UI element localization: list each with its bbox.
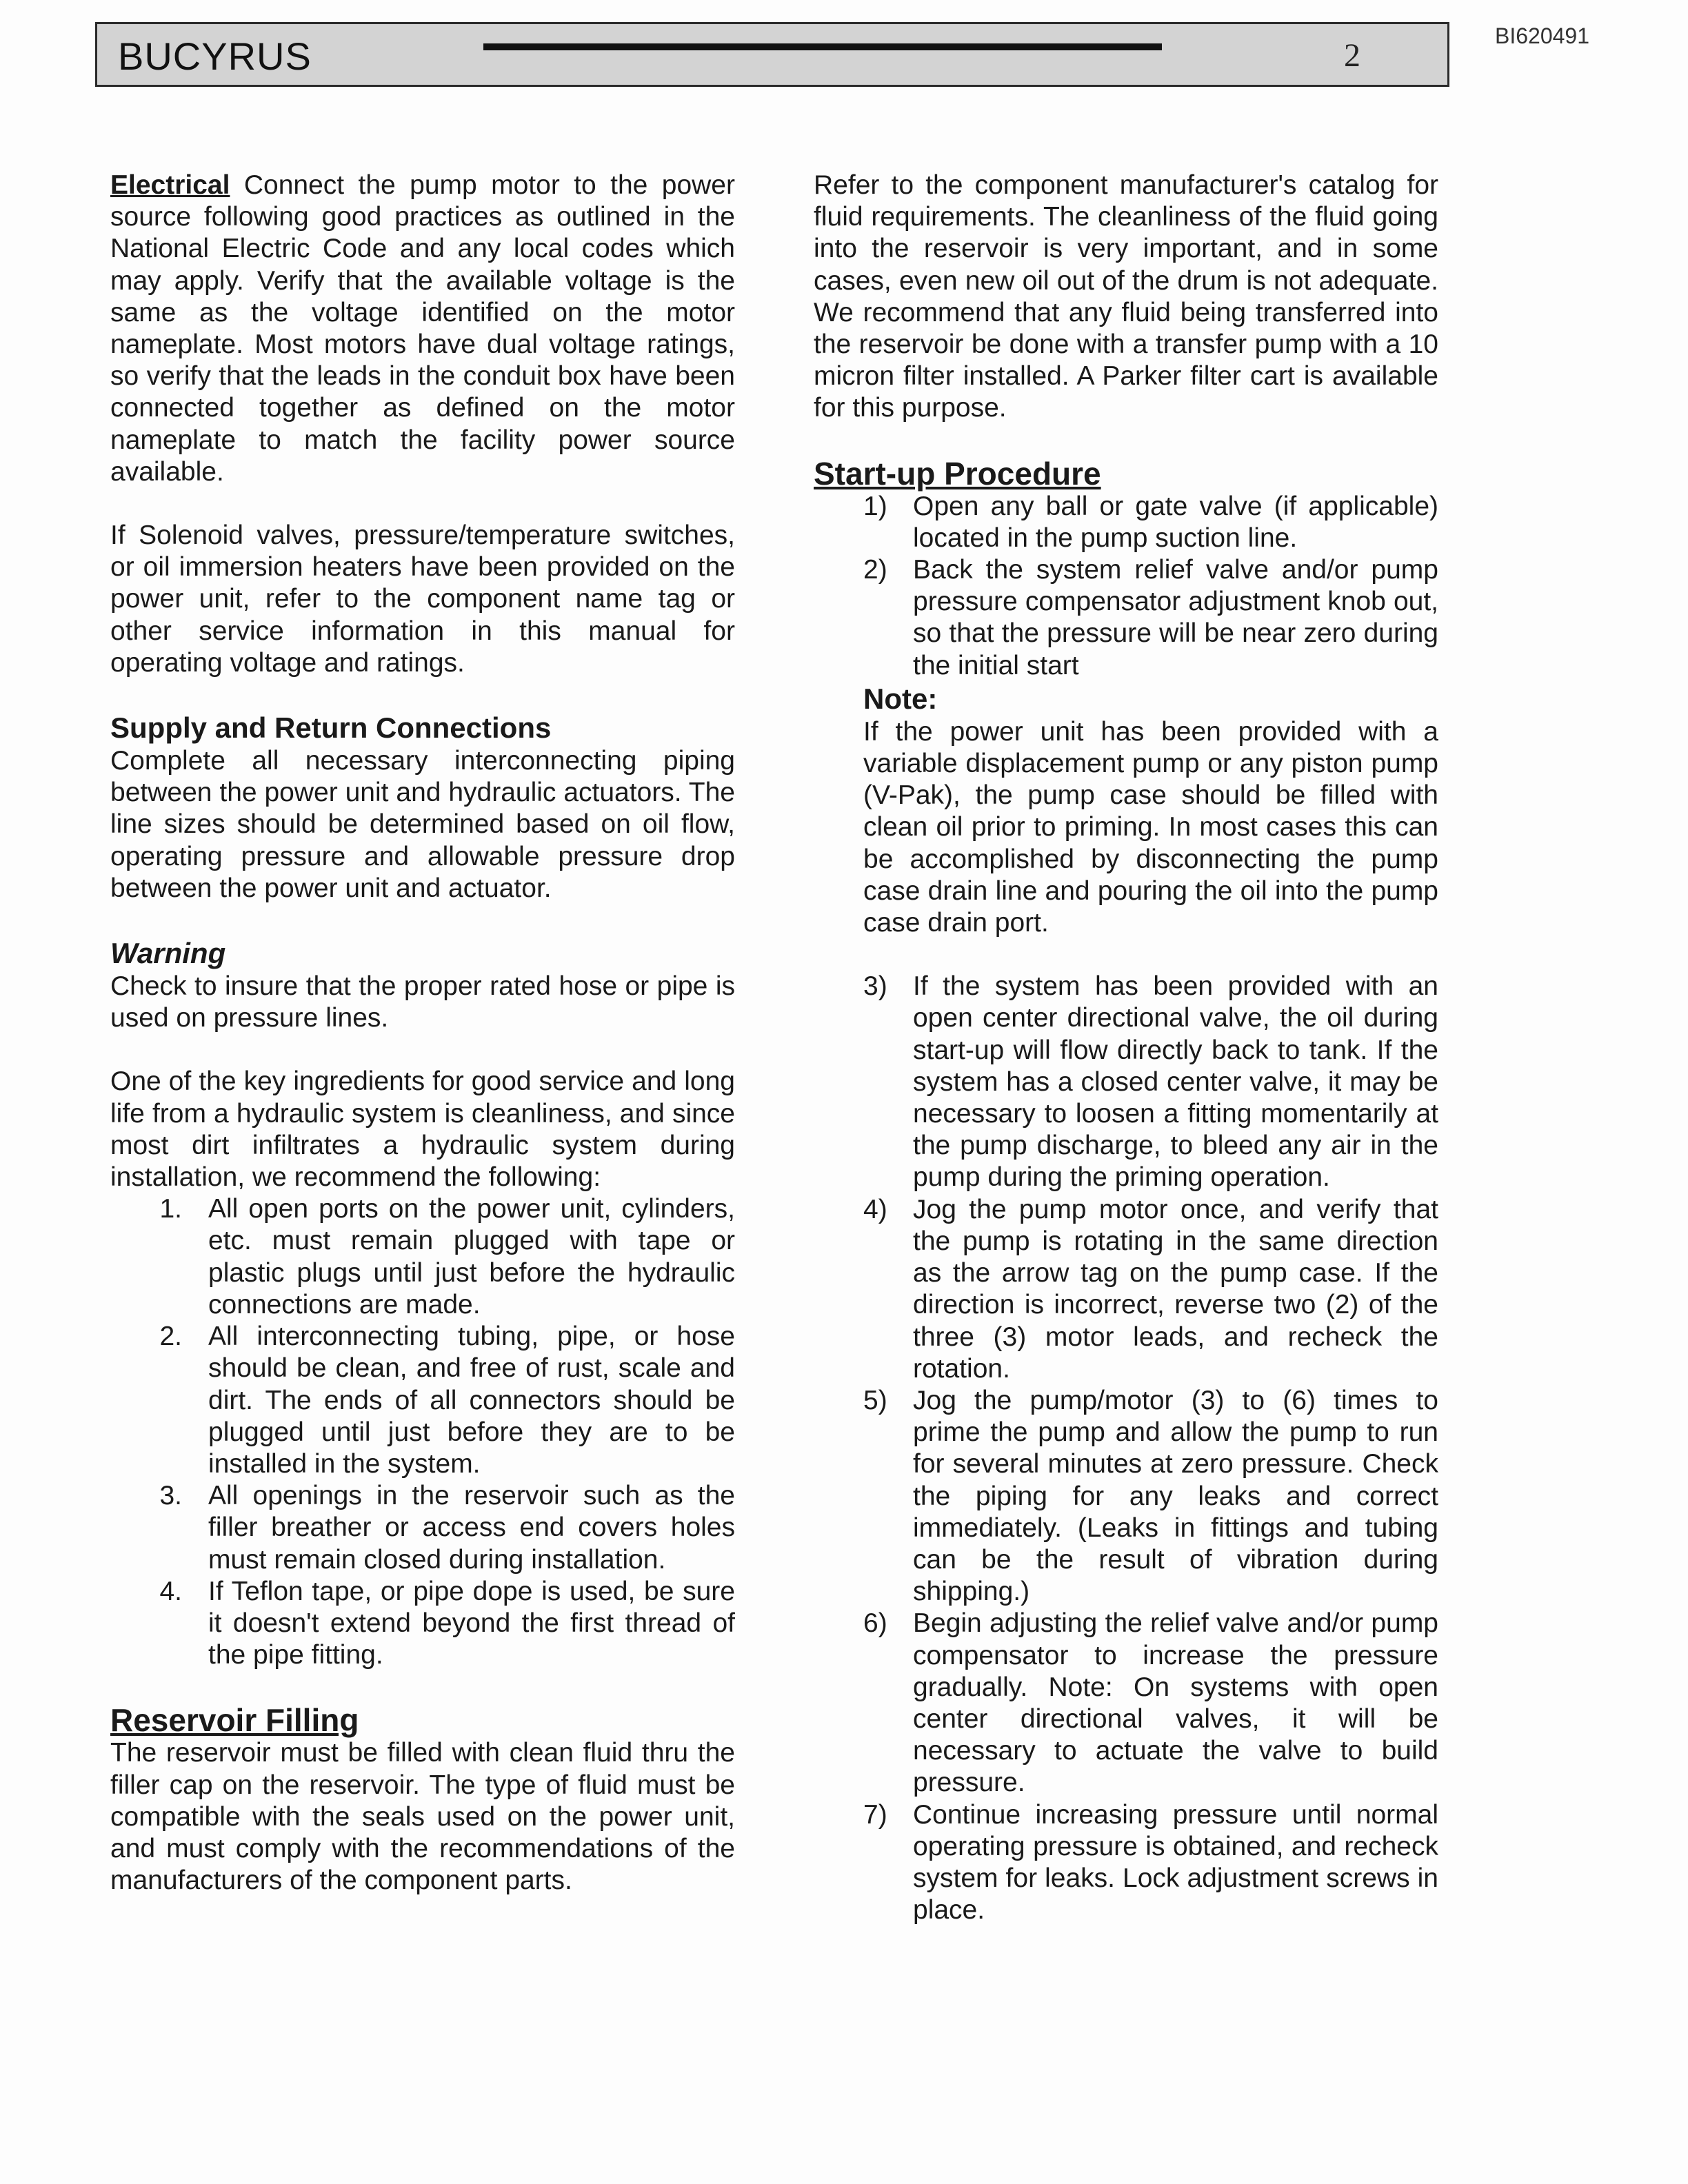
warning-paragraph: Check to insure that the proper rated hose or pipe is used on pressure lines. bbox=[110, 971, 735, 1033]
warning-heading: Warning bbox=[110, 937, 226, 970]
document-id: BI620491 bbox=[1495, 23, 1590, 48]
cleanliness-paragraph: One of the key ingredients for good service and long life from a hydraulic system is cleanliness, and since most dirt infiltrates a hydraulic system during installation, we recommend the following: bbox=[110, 1066, 735, 1193]
list-item: 7) Continue increasing pressure until normal operating pressure is obtained, and recheck system for leaks. Lock adjustment screws in place. bbox=[863, 1799, 1438, 1925]
supply-heading: Supply and Return Connections bbox=[110, 711, 552, 745]
header-rule bbox=[483, 43, 1162, 50]
note-paragraph: If the power unit has been provided with a variable displacement pump or any piston pump (V-Pak), the pump case should be filled with clean oil prior to priming. In most cases this can be accomplished by disconnecting the pump case drain line and pouring the oil into the pump case drain port. bbox=[863, 716, 1438, 938]
list-item: 2) Back the system relief valve and/or pump pressure compensator adjustment knob out, so that the pressure will be near zero during the initial start bbox=[863, 555, 1438, 680]
right-column bbox=[814, 170, 1438, 1926]
page-header bbox=[95, 22, 1449, 87]
brand-name: BUCYRUS bbox=[118, 34, 312, 78]
left-column bbox=[110, 170, 735, 1897]
page-number: 2 bbox=[1344, 37, 1360, 74]
startup-heading: Start-up Procedure bbox=[814, 455, 1101, 492]
reservoir-heading: Reservoir Filling bbox=[110, 1702, 359, 1739]
reservoir-paragraph: The reservoir must be filled with clean fluid thru the filler cap on the reservoir. The type of fluid must be compatible with the seals used on the power unit, and must comply with the recommendations of the manufacturers of the component parts. bbox=[110, 1738, 735, 1896]
list-item: 6) Begin adjusting the relief valve and/or pump compensator to increase the pressure gradually. Note: On systems with open center directional valves, it will be necessary to actuate the valve to build pressure. bbox=[863, 1608, 1438, 1798]
note-block bbox=[863, 682, 1438, 939]
list-item: 1) Open any ball or gate valve (if applicable) located in the pump suction line. bbox=[863, 491, 1438, 553]
solenoid-paragraph: If Solenoid valves, pressure/temperature switches, or oil immersion heaters have been provided on the power unit, refer to the component name tag or other service information in this manual for operating voltage and ratings. bbox=[110, 520, 735, 678]
electrical-paragraph bbox=[110, 170, 735, 488]
installation-list bbox=[110, 1193, 735, 1671]
list-item: 4) Jog the pump motor once, and verify that the pump is rotating in the same direction as the arrow tag on the pump case. If the direction is incorrect, reverse two (2) of the three (3) motor leads, and recheck the rotation. bbox=[863, 1194, 1438, 1384]
list-item: 3) If the system has been provided with an open center directional valve, the oil during start-up will flow directly back to tank. If the system has a closed center valve, it may be necessary to loosen a fitting momentarily at the pump discharge, to bleed any air in the pump during the priming operation. bbox=[863, 971, 1438, 1193]
fluid-paragraph: Refer to the component manufacturer's catalog for fluid requirements. The cleanliness of the fluid going into the reservoir is very important, and in some cases, even new oil out of the drum is not adequate. We recommend that any fluid being transferred into the reservoir be done with a transfer pump with a 10 micron filter installed. A Parker filter cart is available for this purpose. bbox=[814, 170, 1438, 423]
startup-steps-a bbox=[814, 491, 1438, 682]
list-item: 2. All interconnecting tubing, pipe, or hose should be clean, and free of rust, scale and dirt. The ends of all connectors should be plugged until just before they are to be installed in the system. bbox=[159, 1322, 735, 1479]
electrical-heading: Electrical bbox=[110, 170, 230, 200]
list-item: 4. If Teflon tape, or pipe dope is used, be sure it doesn't extend beyond the first thread of the pipe fitting. bbox=[159, 1576, 735, 1670]
startup-steps-b bbox=[814, 971, 1438, 1926]
electrical-text: Connect the pump motor to the power source following good practices as outlined in the National Electric Code and any local codes which may apply. Verify that the available voltage is the same as the voltage identified on the motor nameplate. Most motors have dual voltage ratings, so verify that the leads in the conduit box have been connected together as defined on the motor nameplate to match the facility power source available. bbox=[110, 170, 735, 487]
supply-paragraph: Complete all necessary interconnecting piping between the power unit and hydraulic actuators. The line sizes should be determined based on oil flow, operating pressure and allowable pressure drop between the power unit and actuator. bbox=[110, 746, 735, 903]
list-item: 3. All openings in the reservoir such as the filler breather or access end covers holes must remain closed during installation. bbox=[159, 1481, 735, 1575]
list-item: 5) Jog the pump/motor (3) to (6) times to prime the pump and allow the pump to run for several minutes at zero pressure. Check the piping for any leaks and correct immediately. (Leaks in fittings and tubing can be the result of vibration during shipping.) bbox=[863, 1385, 1438, 1607]
list-item: 1. All open ports on the power unit, cylinders, etc. must remain plugged with tape or plastic plugs until just before the hydraulic connections are made. bbox=[159, 1194, 735, 1320]
note-heading: Note: bbox=[863, 682, 938, 715]
